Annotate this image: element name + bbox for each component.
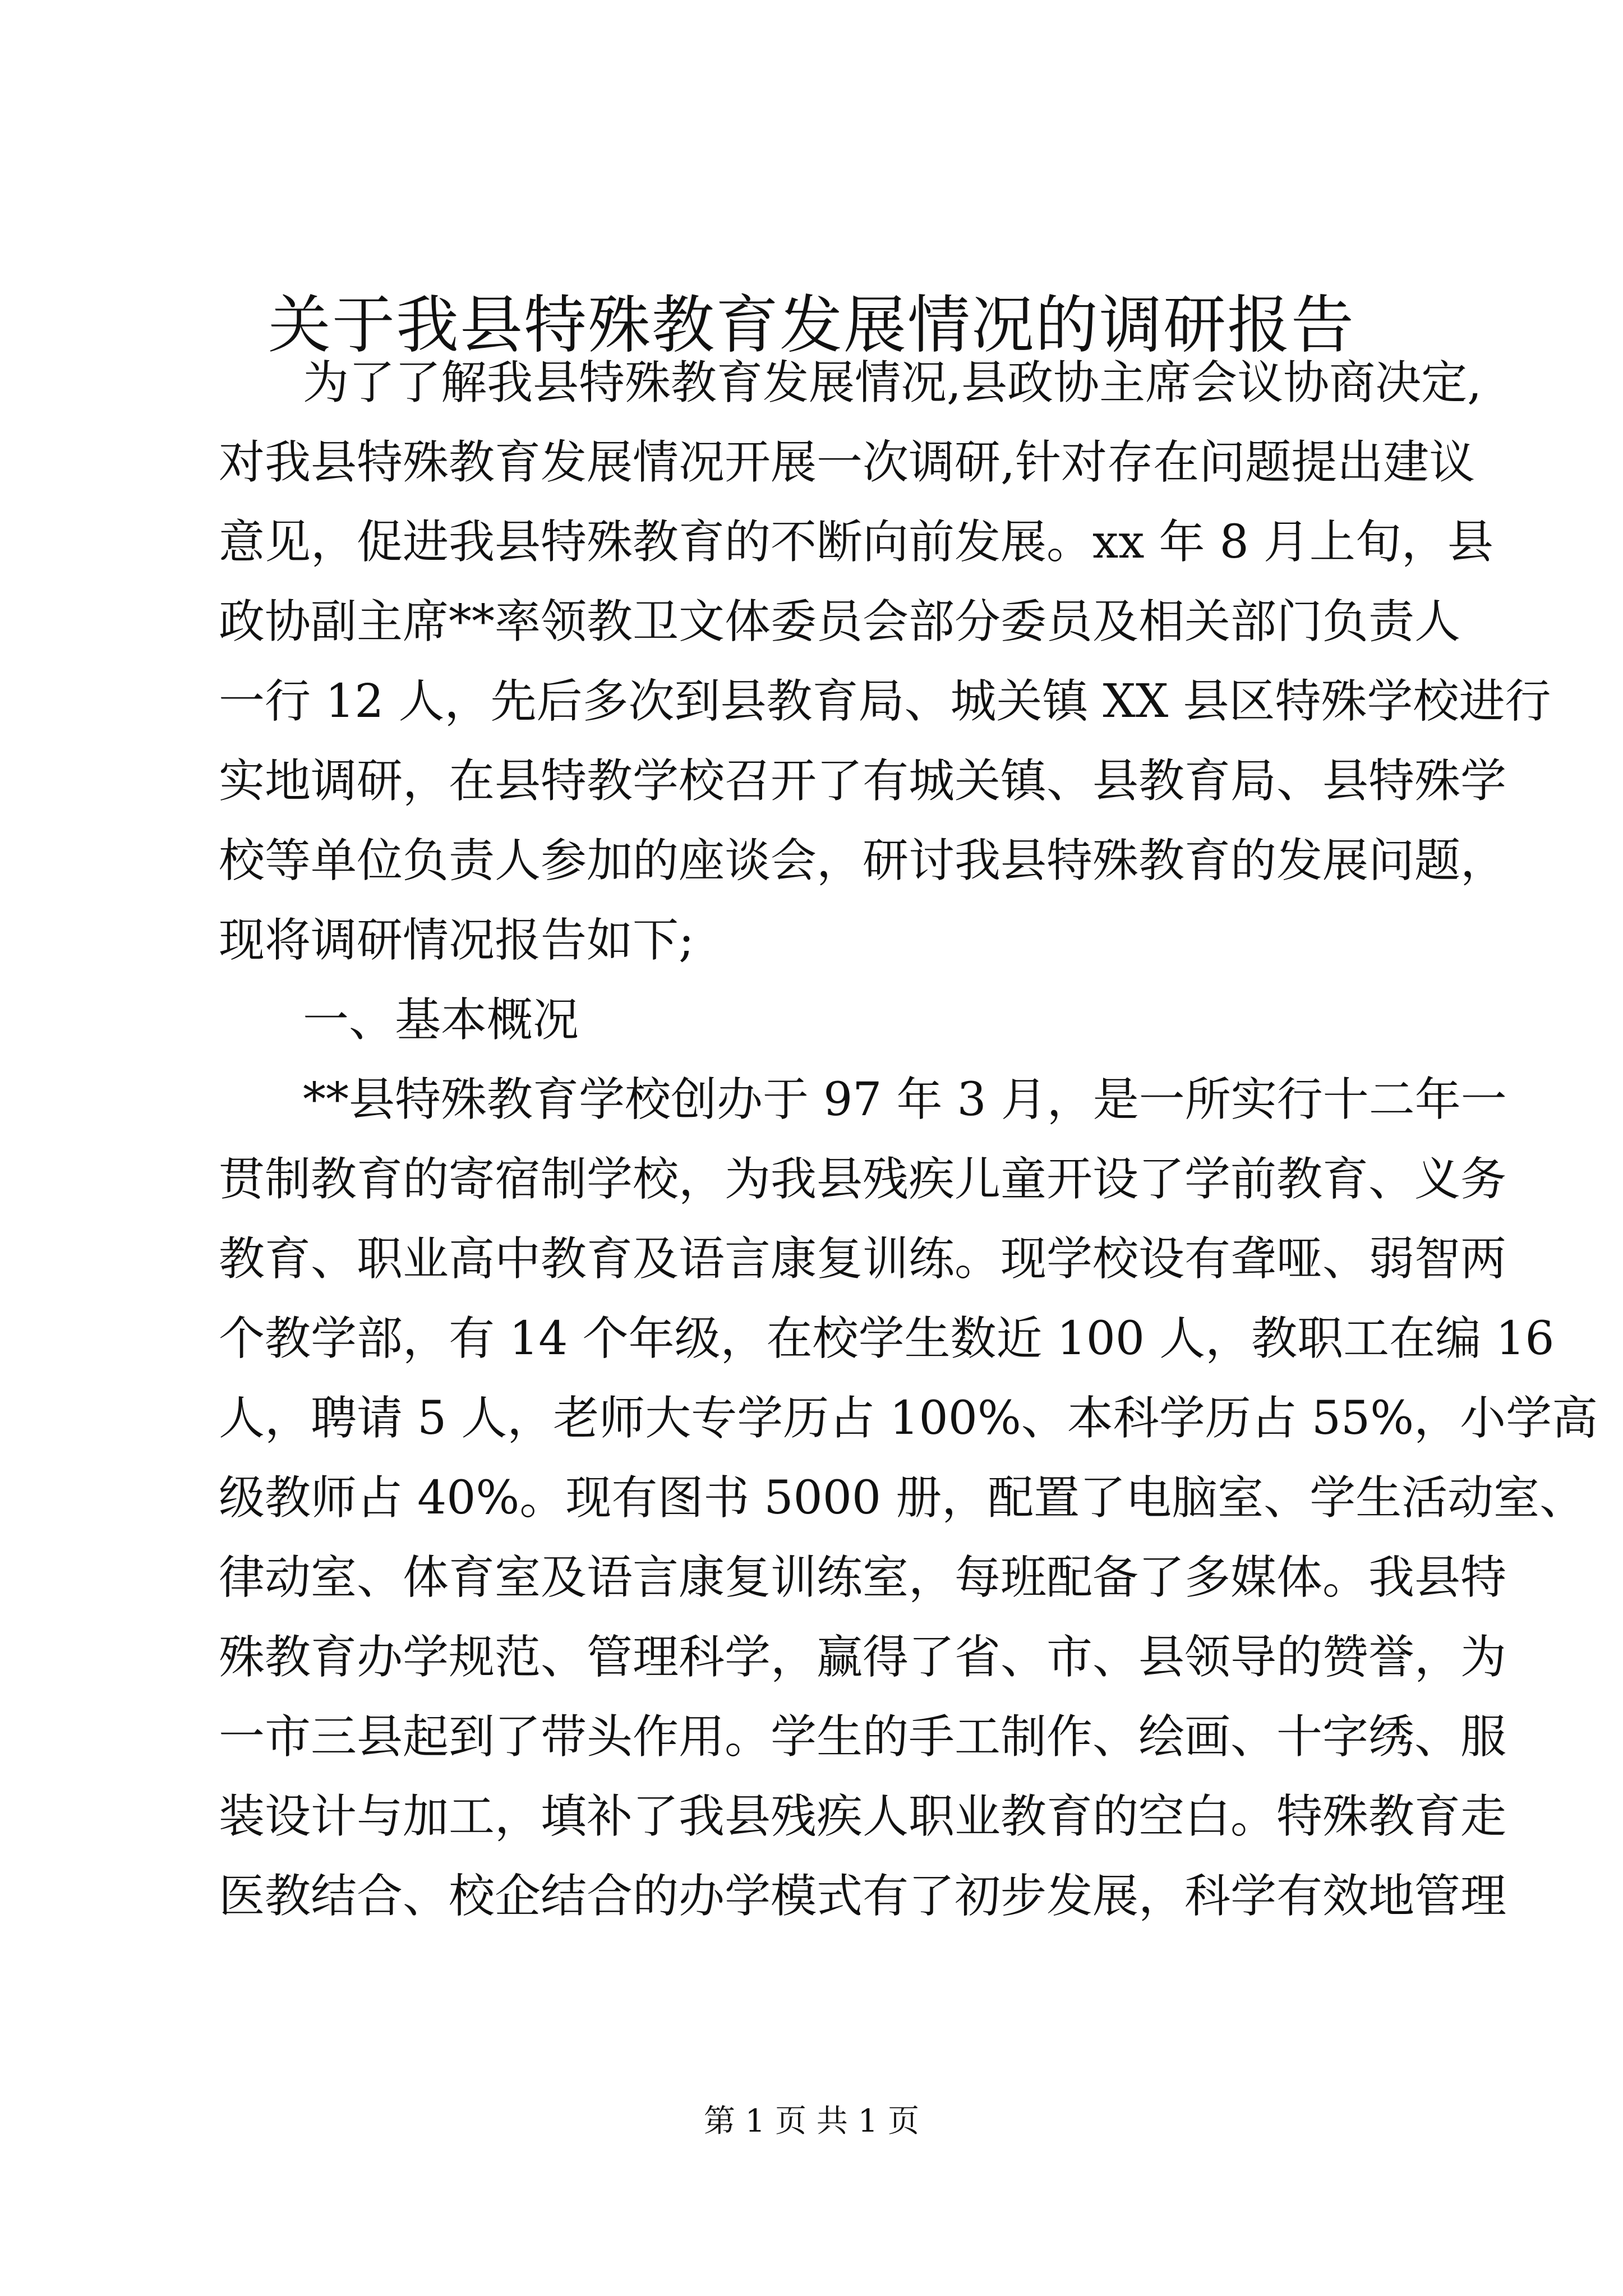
paragraph-line: 实地调研，在县特教学校召开了有城关镇、县教育局、县特殊学	[219, 754, 1507, 808]
paragraph-line: **县特殊教育学校创办于 97 年 3 月，是一所实行十二年一	[303, 1073, 1507, 1126]
paragraph-line: 人，聘请 5 人，老师大专学历占 100%、本科学历占 55%，小学高	[219, 1392, 1598, 1445]
document-title: 关于我县特殊教育发展情况的调研报告	[268, 289, 1355, 362]
paragraph-line: 装设计与加工，填补了我县残疾人职业教育的空白。特殊教育走	[219, 1790, 1507, 1843]
paragraph-line: 殊教育办学规范、管理科学，赢得了省、市、县领导的赞誉，为	[219, 1631, 1507, 1684]
paragraph-line: 一行 12 人，先后多次到县教育局、城关镇 XX 县区特殊学校进行	[219, 675, 1551, 728]
section-heading: 一、基本概况	[303, 993, 579, 1047]
paragraph-line: 为了了解我县特殊教育发展情况,县政协主席会议协商决定,	[303, 356, 1482, 409]
paragraph-line: 贯制教育的寄宿制学校，为我县残疾儿童开设了学前教育、义务	[219, 1153, 1507, 1206]
paragraph-line: 校等单位负责人参加的座谈会，研讨我县特殊教育的发展问题，	[219, 834, 1507, 887]
paragraph-line: 个教学部，有 14 个年级，在校学生数近 100 人，教职工在编 16	[219, 1312, 1555, 1365]
paragraph-line: 意见，促进我县特殊教育的不断向前发展。xx 年 8 月上旬，县	[219, 516, 1493, 569]
paragraph-line: 一市三县起到了带头作用。学生的手工制作、绘画、十字绣、服	[219, 1710, 1507, 1764]
paragraph-line: 级教师占 40%。现有图书 5000 册，配置了电脑室、学生活动室、	[219, 1471, 1586, 1525]
paragraph-line: 政协副主席**率领教卫文体委员会部分委员及相关部门负责人	[219, 595, 1461, 648]
paragraph-line: 对我县特殊教育发展情况开展一次调研,针对存在问题提出建议	[219, 436, 1476, 489]
paragraph-line: 医教结合、校企结合的办学模式有了初步发展，科学有效地管理	[219, 1870, 1507, 1923]
paragraph-line: 现将调研情况报告如下;	[219, 914, 694, 967]
paragraph-line: 律动室、体育室及语言康复训练室，每班配备了多媒体。我县特	[219, 1551, 1507, 1604]
paragraph-line: 教育、职业高中教育及语言康复训练。现学校设有聋哑、弱智两	[219, 1232, 1507, 1286]
page-footer: 第 1 页 共 1 页	[703, 2103, 920, 2139]
